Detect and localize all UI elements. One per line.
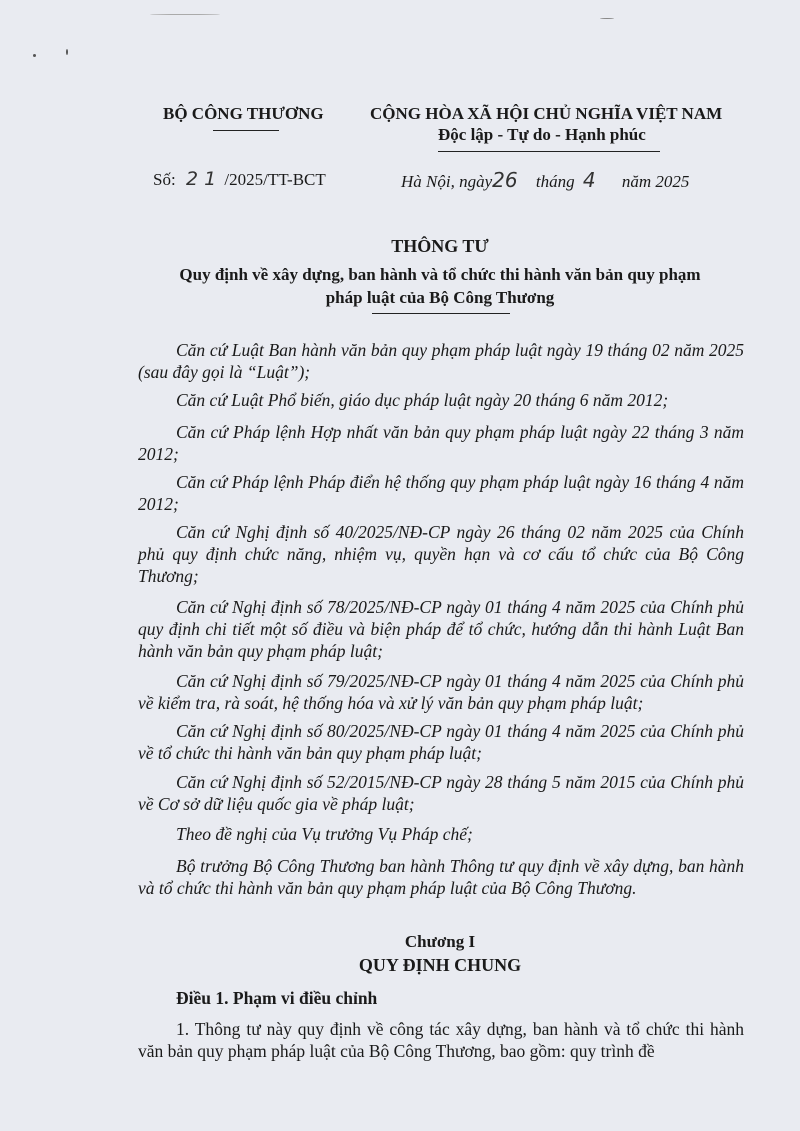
nation-name: CỘNG HÒA XÃ HỘI CHỦ NGHĨA VIỆT NAM [370, 104, 723, 123]
number-handwritten: 2 1 [185, 168, 217, 190]
date-day-handwritten: 26 [492, 168, 518, 192]
preamble-item: Căn cứ Nghị định số 40/2025/NĐ-CP ngày 26 tháng 02 năm 2025 của Chính phủ quy định chức năng, nhiệm vụ, quyền hạn và cơ cấu tổ chức của Bộ Công Thương; [138, 522, 744, 586]
date-year: năm 2025 [621, 172, 690, 191]
motto-underline [438, 151, 660, 152]
document-subject-line1: Quy định về xây dựng, ban hành và tổ chức thi hành văn bản quy phạm [179, 265, 701, 284]
preamble-item: Bộ trưởng Bộ Công Thương ban hành Thông tư quy định về xây dựng, ban hành và tổ chức thi hành văn bản quy phạm pháp luật của Bộ Công Thương. [138, 856, 744, 898]
preamble-item: Căn cứ Pháp lệnh Hợp nhất văn bản quy phạm pháp luật ngày 22 tháng 3 năm 2012; [138, 422, 744, 464]
title-underline [372, 313, 510, 314]
date-month-label: tháng [535, 172, 575, 191]
scan-mark [150, 14, 220, 15]
number-suffix: /2025/TT-BCT [224, 170, 326, 189]
document-type: THÔNG TƯ [391, 236, 489, 256]
preamble-item: Căn cứ Luật Ban hành văn bản quy phạm pháp luật ngày 19 tháng 02 năm 2025 (sau đây gọi là “Luật”); [138, 340, 744, 382]
date-month-handwritten: 4 [582, 168, 596, 192]
article-clause: 1. Thông tư này quy định về công tác xây dựng, ban hành và tổ chức thi hành văn bản quy phạm pháp luật của Bộ Công Thương, bao gồm: quy trình đề [138, 1019, 744, 1061]
article-heading: Điều 1. Phạm vi điều chỉnh [176, 988, 378, 1008]
preamble-item: Căn cứ Pháp lệnh Pháp điển hệ thống quy phạm pháp luật ngày 16 tháng 4 năm 2012; [138, 472, 744, 514]
scan-speck [66, 49, 68, 55]
preamble-item: Căn cứ Nghị định số 80/2025/NĐ-CP ngày 01 tháng 4 năm 2025 của Chính phủ về tổ chức thi hành văn bản quy phạm pháp luật; [138, 721, 744, 763]
preamble-item: Căn cứ Luật Phổ biến, giáo dục pháp luật ngày 20 tháng 6 năm 2012; [176, 390, 669, 410]
preamble-item: Căn cứ Nghị định số 79/2025/NĐ-CP ngày 01 tháng 4 năm 2025 của Chính phủ về kiểm tra, rà soát, hệ thống hóa và xử lý văn bản quy phạm pháp luật; [138, 671, 744, 713]
ministry-underline [213, 130, 279, 131]
scan-speck [33, 54, 36, 57]
preamble-item: Căn cứ Nghị định số 52/2015/NĐ-CP ngày 28 tháng 5 năm 2015 của Chính phủ về Cơ sở dữ liệu quốc gia về pháp luật; [138, 772, 744, 814]
date-place: Hà Nội, ngày [401, 172, 493, 191]
chapter-number: Chương I [404, 932, 476, 951]
preamble-item: Căn cứ Nghị định số 78/2025/NĐ-CP ngày 01 tháng 4 năm 2025 của Chính phủ quy định chi tiết một số điều và biện pháp để tổ chức, hướng dẫn thi hành Luật Ban hành văn bản quy phạm pháp luật; [138, 597, 744, 661]
document-subject-line2: pháp luật của Bộ Công Thương [325, 288, 555, 307]
ministry-name: BỘ CÔNG THƯƠNG [163, 104, 324, 123]
preamble-item: Theo đề nghị của Vụ trưởng Vụ Pháp chế; [176, 824, 473, 844]
chapter-name: QUY ĐỊNH CHUNG [358, 955, 522, 975]
scan-mark [600, 18, 614, 19]
national-motto: Độc lập - Tự do - Hạnh phúc [438, 125, 646, 144]
number-prefix: Số: [153, 170, 176, 189]
